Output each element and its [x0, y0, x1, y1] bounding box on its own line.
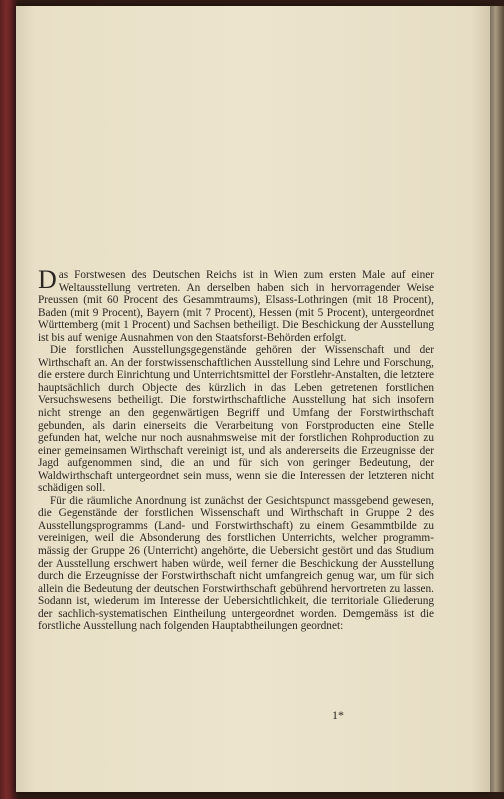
book-edge [490, 6, 504, 792]
paragraph-1 [38, 265, 434, 344]
paragraph-1-text: as Forstwesen des Deutschen Reichs ist in Wien zum ersten Male auf einer Weltausstellung vertreten. An derselben haben sich in hervorragender Weise Preussen (mit 60 Procent des Gesammtraums), Elsass-Lothringen (mit 18 Procent), Baden (mit 9 Procent), Bayern (mit 7 Procent), Hessen (mit 5 Procent), untergeordnet Württemberg (mit 1 Procent) und Sachsen betheiligt. Die Beschickung der Ausstellung ist bis auf wenige Ausnahmen von den Staatsforst-Behörden erfolgt. [38, 269, 434, 344]
paragraph-2: Die forstlichen Ausstellungsgegenstände gehören der Wissenschaft und der Wirthschaft an. An der forstwissenschaftlichen Ausstellung sind Lehre und Forschung, die erstere durch Einrichtung und Unterrichtsmittel der Forstlehr-Anstalten, die letztere hauptsächlich durch Objecte des kürzlich in das Leben getretenen forstlichen Versuchswesens betheiligt. Die forstwirthschaftliche Ausstellung hat sich insofern nicht strenge an den gegenwärtigen Begriff und Umfang der Forstwirthschaft gebunden, als darin einerseits die Verarbeitung von Forstproducten eine Stelle gefunden hat, welche nur noch ausnahmsweise mit der forstlichen Rohproduction zu einer gemeinsamen Wirthschaft vereinigt ist, und als andererseits die Erzeugnisse der Jagd aufgenommen sind, die an und für sich von geringer Bedeutung, der Waldwirthschaft untergeordnet sein muss, wenn sie die Interessen der letzteren nicht schädigen soll. [38, 344, 434, 495]
page-number: 1* [332, 708, 344, 722]
body-text [38, 265, 434, 633]
paragraph-3: Für die räumliche Anordnung ist zunächst der Gesichtspunct massgebend gewesen, die Gegenstände der forstlichen Wissenschaft und Wirthschaft in Gruppe 2 des Ausstellungsprogramms (Land- und Forstwirthschaft) zu einem Gesammtbilde zu vereinigen, weil die Absonderung des forstlichen Unterrichts, welcher programmmässig der Gruppe 26 (Unterricht) angehörte, die Uebersicht gestört und das Studium der Ausstellung erschwert haben würde, weil ferner die Beschickung der Ausstellung durch die Erzeugnisse der Forstwirthschaft nicht umfangreich genug war, um für sich allein die Bedeutung der deutschen Forstwirthschaft gebührend hervortreten zu lassen. Sodann ist, wiederum im Interesse der Uebersichtlichkeit, die territoriale Gliederung der sachlich-systematischen Eintheilung untergeordnet worden. Demgemäss ist die forstliche Ausstellung nach folgenden Hauptabtheilungen geordnet: [38, 494, 434, 633]
drop-initial: D [38, 265, 57, 294]
